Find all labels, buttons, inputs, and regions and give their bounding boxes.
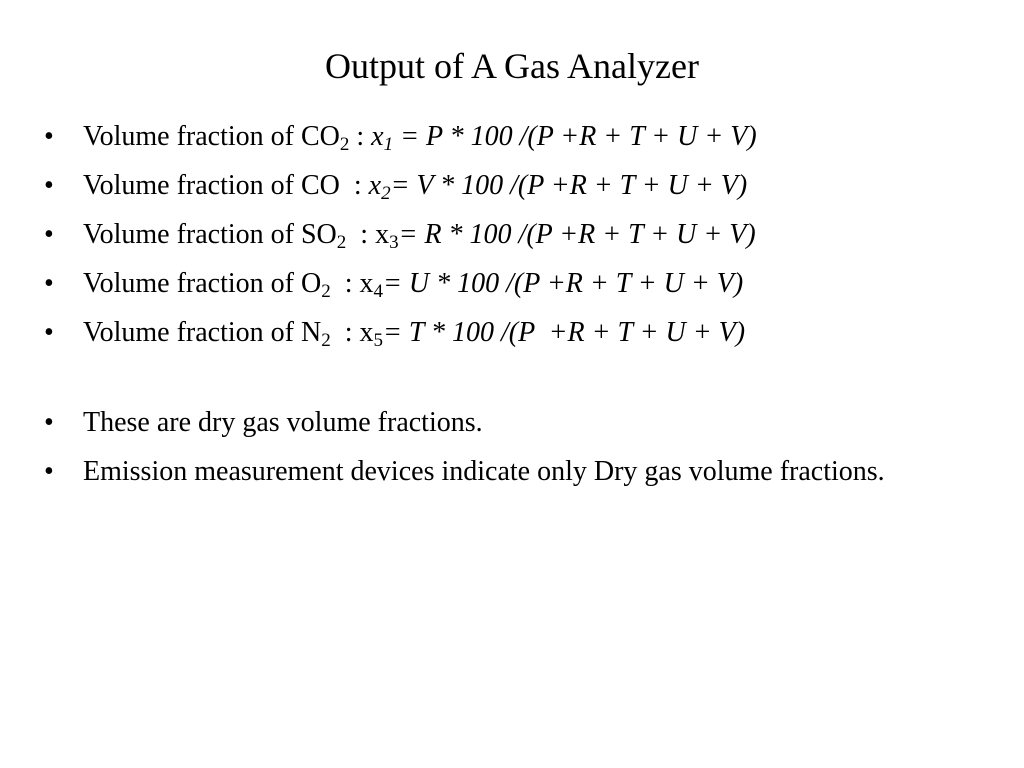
bullet-dot: • bbox=[44, 456, 54, 487]
bullet-item-co bbox=[44, 165, 964, 206]
equation-rhs: = R * 100 /(P +R + T + U + V) bbox=[398, 219, 756, 250]
slide-title: Output of A Gas Analyzer bbox=[325, 46, 699, 86]
bullet-item-co2 bbox=[44, 116, 964, 157]
note-text: Emission measurement devices indicate only Dry gas volume fractions. bbox=[83, 456, 885, 487]
bullet-item-o2 bbox=[44, 263, 964, 304]
bullet-item-note-devices bbox=[44, 451, 964, 492]
bullet-separator: : bbox=[349, 121, 372, 152]
prefix-subscript: 2 bbox=[321, 281, 331, 302]
bullet-dot: • bbox=[44, 219, 54, 250]
bullet-prefix: Volume fraction of CO bbox=[83, 121, 340, 152]
bullet-prefix: Volume fraction of N bbox=[83, 317, 322, 348]
bullet-item-note-dry bbox=[44, 402, 964, 443]
variable-subscript: 3 bbox=[389, 232, 399, 253]
variable: x bbox=[359, 317, 374, 348]
bullet-dot: • bbox=[44, 170, 54, 201]
bullet-prefix: Volume fraction of CO bbox=[83, 170, 340, 201]
bullet-separator: : bbox=[346, 219, 376, 250]
equation-rhs: = T * 100 /(P +R + T + U + V) bbox=[383, 317, 746, 348]
equation-rhs: = U * 100 /(P +R + T + U + V) bbox=[383, 268, 744, 299]
variable: x bbox=[371, 121, 384, 152]
variable: x bbox=[359, 268, 374, 299]
bullet-item-so2 bbox=[44, 214, 964, 255]
equation-rhs: = P * 100 /(P +R + T + U + V) bbox=[393, 121, 757, 152]
variable: x bbox=[368, 170, 382, 201]
prefix-subscript: 2 bbox=[336, 232, 347, 253]
variable-subscript: 1 bbox=[383, 134, 394, 155]
bullet-separator: : bbox=[330, 268, 360, 299]
equation-rhs: = V * 100 /(P +R + T + U + V) bbox=[390, 170, 748, 201]
prefix-subscript: 2 bbox=[339, 134, 350, 155]
bullet-item-n2 bbox=[44, 312, 964, 353]
note-text: These are dry gas volume fractions. bbox=[83, 407, 483, 438]
prefix-subscript: 2 bbox=[321, 330, 331, 351]
bullet-dot: • bbox=[44, 317, 54, 348]
bullet-dot: • bbox=[44, 268, 54, 299]
bullet-separator: : bbox=[330, 317, 360, 348]
bullet-dot: • bbox=[44, 407, 54, 438]
variable-subscript: 2 bbox=[381, 183, 391, 204]
bullet-dot: • bbox=[44, 121, 54, 152]
bullet-prefix: Volume fraction of SO bbox=[83, 219, 337, 250]
bullet-prefix: Volume fraction of O bbox=[83, 268, 322, 299]
bullet-list bbox=[44, 116, 964, 500]
bullet-separator: : bbox=[339, 170, 369, 201]
variable-subscript: 5 bbox=[373, 330, 383, 351]
variable-subscript: 4 bbox=[373, 281, 383, 302]
variable: x bbox=[375, 219, 390, 250]
